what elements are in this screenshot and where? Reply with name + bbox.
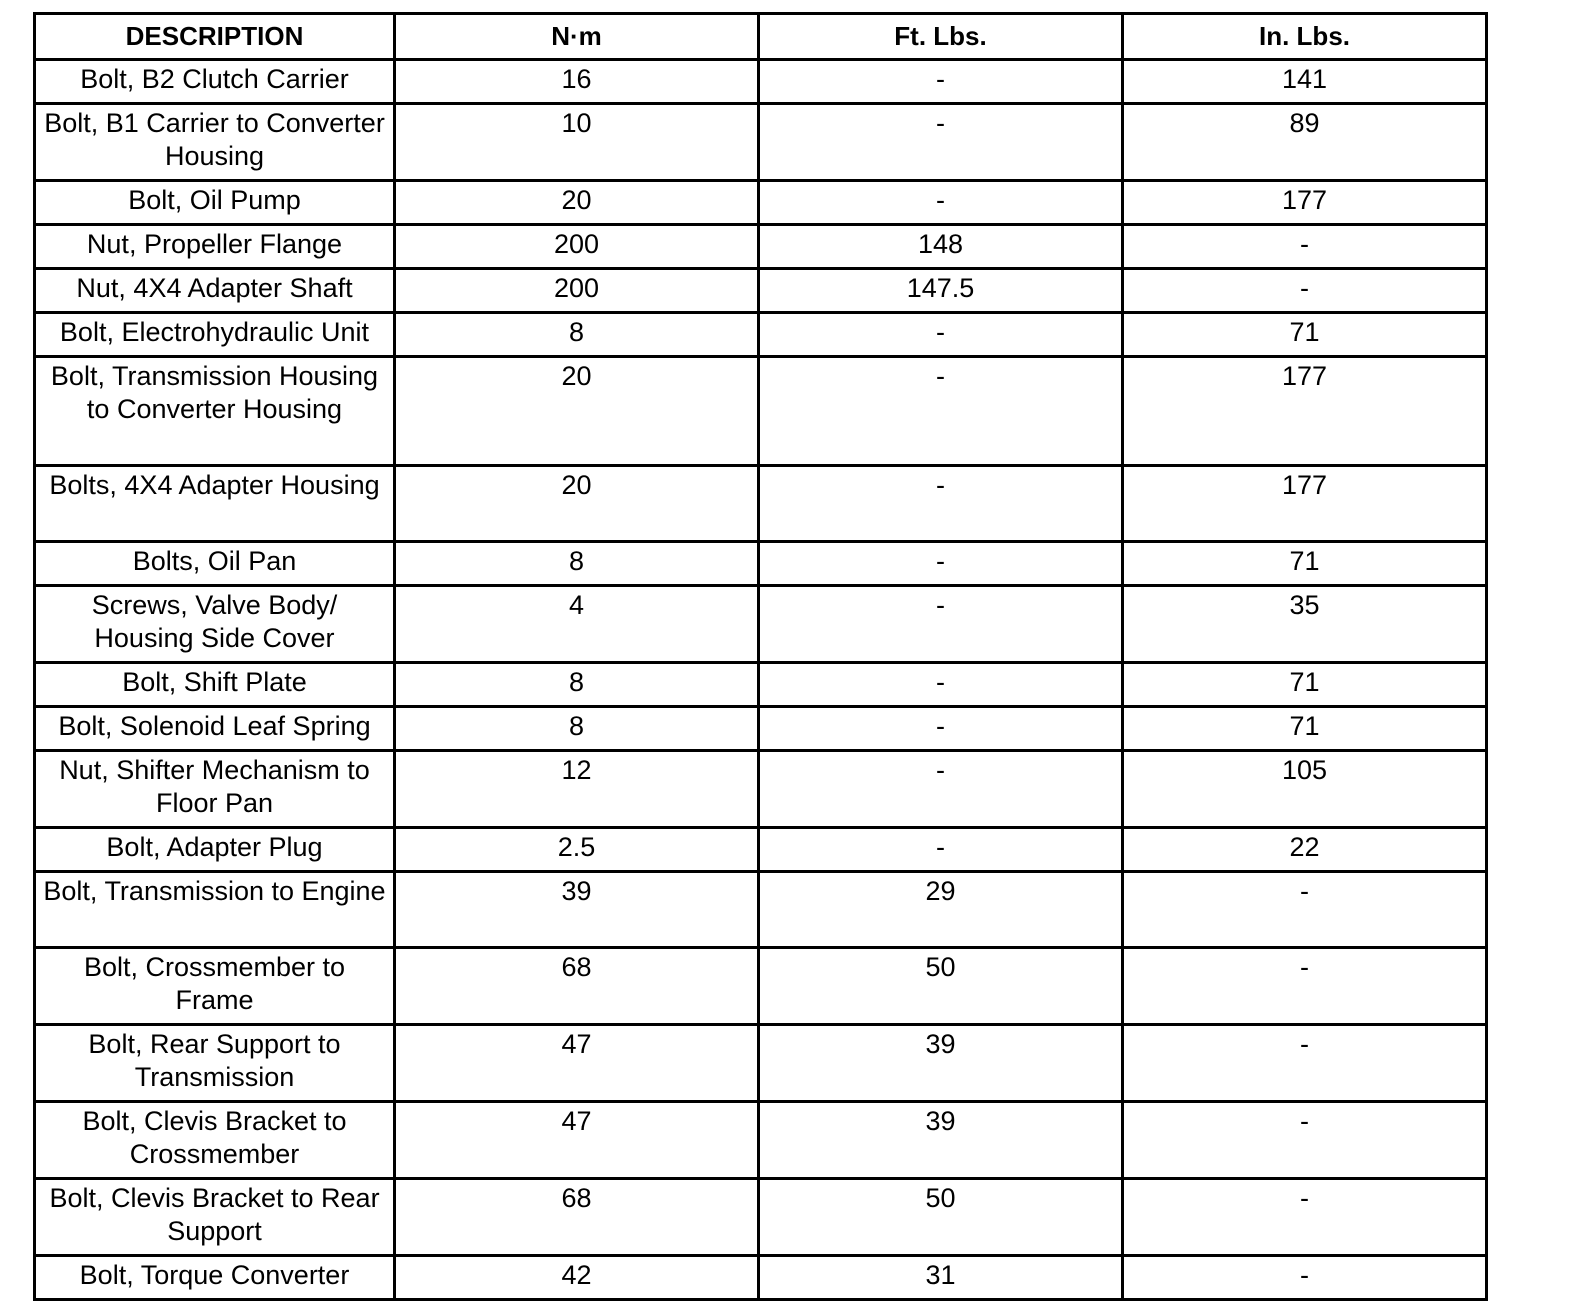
cell-description: Bolt, Solenoid Leaf Spring (35, 707, 395, 751)
cell-description: Bolt, Clevis Bracket to Crossmember (35, 1102, 395, 1179)
cell-ft-lbs: 148 (759, 225, 1123, 269)
torque-spec-table (33, 12, 1488, 1301)
cell-description: Bolt, Crossmember to Frame (35, 948, 395, 1025)
header-in-lbs: In. Lbs. (1123, 14, 1487, 60)
cell-ft-lbs: - (759, 707, 1123, 751)
table-row (35, 269, 1487, 313)
cell-nm: 12 (395, 751, 759, 828)
header-nm: N·m (395, 14, 759, 60)
cell-ft-lbs: 29 (759, 872, 1123, 948)
table-row (35, 60, 1487, 104)
table-row (35, 1102, 1487, 1179)
cell-description: Screws, Valve Body/ Housing Side Cover (35, 586, 395, 663)
cell-description: Nut, Propeller Flange (35, 225, 395, 269)
table-row (35, 1025, 1487, 1102)
cell-description: Bolts, Oil Pan (35, 542, 395, 586)
cell-nm: 20 (395, 181, 759, 225)
cell-ft-lbs: - (759, 466, 1123, 542)
cell-description: Bolt, Clevis Bracket to Rear Support (35, 1179, 395, 1256)
table-row (35, 357, 1487, 466)
cell-in-lbs: 89 (1123, 104, 1487, 181)
cell-ft-lbs: 50 (759, 948, 1123, 1025)
cell-description: Nut, Shifter Mechanism to Floor Pan (35, 751, 395, 828)
torque-spec-table-container (33, 12, 1488, 1301)
cell-ft-lbs: 39 (759, 1025, 1123, 1102)
cell-ft-lbs: - (759, 60, 1123, 104)
cell-nm: 8 (395, 663, 759, 707)
cell-in-lbs: 22 (1123, 828, 1487, 872)
cell-in-lbs: 177 (1123, 357, 1487, 466)
cell-nm: 4 (395, 586, 759, 663)
cell-ft-lbs: - (759, 357, 1123, 466)
cell-description: Bolt, Rear Support to Transmission (35, 1025, 395, 1102)
cell-in-lbs: 105 (1123, 751, 1487, 828)
header-row (35, 14, 1487, 60)
cell-in-lbs: 71 (1123, 663, 1487, 707)
cell-description: Bolt, Transmission Housing to Converter Housing (35, 357, 395, 466)
cell-description: Bolt, B1 Carrier to Converter Housing (35, 104, 395, 181)
cell-nm: 10 (395, 104, 759, 181)
cell-ft-lbs: - (759, 542, 1123, 586)
cell-ft-lbs: - (759, 181, 1123, 225)
cell-in-lbs: - (1123, 948, 1487, 1025)
cell-in-lbs: 141 (1123, 60, 1487, 104)
table-row (35, 1179, 1487, 1256)
cell-in-lbs: 177 (1123, 181, 1487, 225)
table-row (35, 828, 1487, 872)
table-body (35, 60, 1487, 1300)
cell-description: Bolt, Electrohydraulic Unit (35, 313, 395, 357)
cell-description: Bolt, Torque Converter (35, 1256, 395, 1300)
cell-in-lbs: 71 (1123, 707, 1487, 751)
cell-description: Bolt, Shift Plate (35, 663, 395, 707)
cell-description: Nut, 4X4 Adapter Shaft (35, 269, 395, 313)
cell-description: Bolt, Adapter Plug (35, 828, 395, 872)
cell-nm: 47 (395, 1102, 759, 1179)
cell-in-lbs: - (1123, 1179, 1487, 1256)
cell-in-lbs: - (1123, 1025, 1487, 1102)
table-row (35, 1256, 1487, 1300)
cell-ft-lbs: - (759, 751, 1123, 828)
cell-ft-lbs: - (759, 313, 1123, 357)
cell-nm: 68 (395, 1179, 759, 1256)
cell-nm: 20 (395, 466, 759, 542)
cell-nm: 8 (395, 542, 759, 586)
cell-nm: 200 (395, 269, 759, 313)
cell-in-lbs: 71 (1123, 542, 1487, 586)
table-row (35, 542, 1487, 586)
cell-description: Bolt, Transmission to Engine (35, 872, 395, 948)
table-row (35, 872, 1487, 948)
table-row (35, 663, 1487, 707)
cell-nm: 8 (395, 313, 759, 357)
cell-ft-lbs: - (759, 663, 1123, 707)
cell-ft-lbs: 147.5 (759, 269, 1123, 313)
cell-nm: 47 (395, 1025, 759, 1102)
cell-in-lbs: 177 (1123, 466, 1487, 542)
cell-ft-lbs: - (759, 104, 1123, 181)
cell-ft-lbs: - (759, 586, 1123, 663)
table-header (35, 14, 1487, 60)
header-ft-lbs: Ft. Lbs. (759, 14, 1123, 60)
table-row (35, 225, 1487, 269)
cell-ft-lbs: - (759, 828, 1123, 872)
cell-in-lbs: 35 (1123, 586, 1487, 663)
cell-nm: 68 (395, 948, 759, 1025)
table-row (35, 313, 1487, 357)
cell-in-lbs: - (1123, 872, 1487, 948)
cell-ft-lbs: 50 (759, 1179, 1123, 1256)
cell-in-lbs: - (1123, 1102, 1487, 1179)
cell-in-lbs: 71 (1123, 313, 1487, 357)
cell-ft-lbs: 39 (759, 1102, 1123, 1179)
cell-in-lbs: - (1123, 1256, 1487, 1300)
cell-nm: 2.5 (395, 828, 759, 872)
cell-nm: 16 (395, 60, 759, 104)
cell-nm: 42 (395, 1256, 759, 1300)
table-row (35, 586, 1487, 663)
table-row (35, 707, 1487, 751)
cell-in-lbs: - (1123, 225, 1487, 269)
cell-in-lbs: - (1123, 269, 1487, 313)
table-row (35, 751, 1487, 828)
cell-nm: 8 (395, 707, 759, 751)
cell-description: Bolt, Oil Pump (35, 181, 395, 225)
cell-description: Bolts, 4X4 Adapter Housing (35, 466, 395, 542)
table-row (35, 181, 1487, 225)
cell-nm: 39 (395, 872, 759, 948)
cell-nm: 200 (395, 225, 759, 269)
table-row (35, 466, 1487, 542)
cell-ft-lbs: 31 (759, 1256, 1123, 1300)
table-row (35, 948, 1487, 1025)
header-description: DESCRIPTION (35, 14, 395, 60)
table-row (35, 104, 1487, 181)
cell-nm: 20 (395, 357, 759, 466)
cell-description: Bolt, B2 Clutch Carrier (35, 60, 395, 104)
